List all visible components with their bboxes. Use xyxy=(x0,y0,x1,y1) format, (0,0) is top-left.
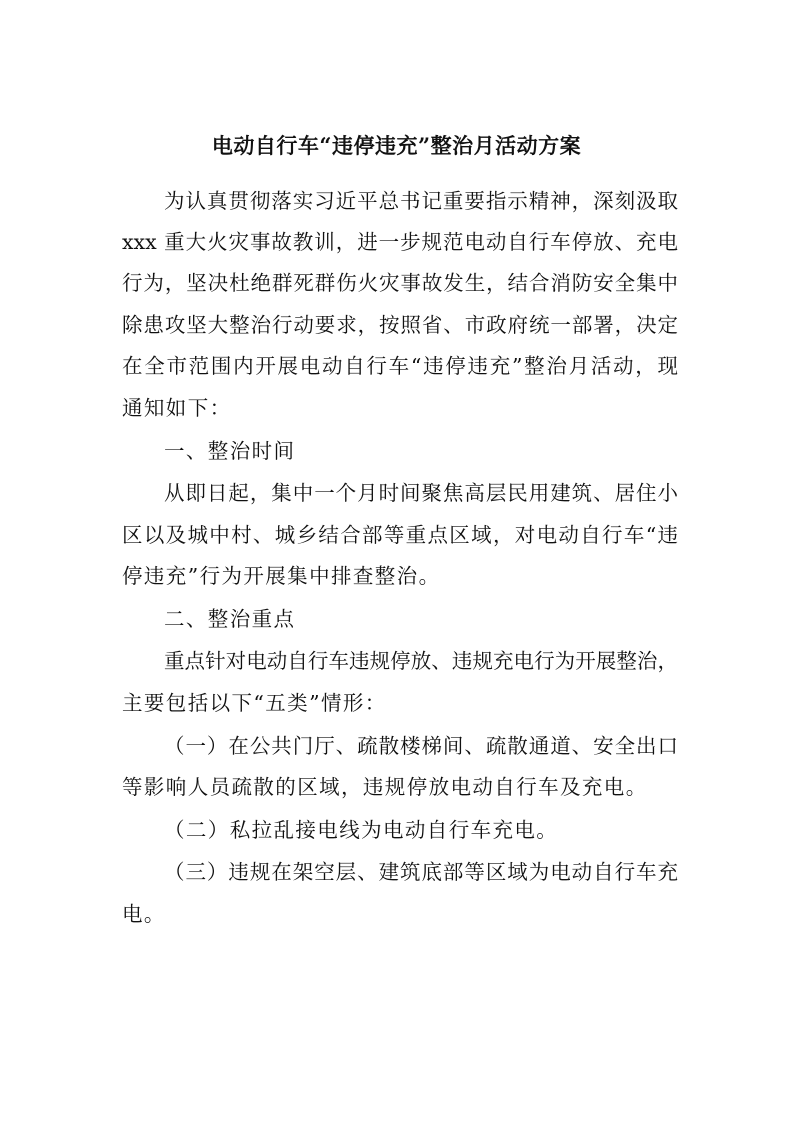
section-1-heading: 一、整治时间 xyxy=(164,439,296,463)
section-1-line-3: 停违充”行为开展集中排查整治。 xyxy=(122,564,441,588)
intro-line-5: 在全市范围内开展电动自行车“违停违充”整治月活动，现 xyxy=(122,354,678,378)
document-title: 电动自行车“违停违充”整治月活动方案 xyxy=(211,133,582,158)
section-2-line-1: 重点针对电动自行车违规停放、违规充电行为开展整治， xyxy=(164,649,678,673)
intro-line-2: xxx 重大火灾事故教训，进一步规范电动自行车停放、充电 xyxy=(122,230,678,254)
section-1-line-2: 区以及城中村、城乡结合部等重点区域，对电动自行车“违 xyxy=(122,523,678,547)
intro-line-4: 除患攻坚大整治行动要求，按照省、市政府统一部署，决定 xyxy=(122,313,678,337)
section-2-heading: 二、整治重点 xyxy=(164,607,296,631)
section-1-line-1: 从即日起，集中一个月时间聚焦高层民用建筑、居住小 xyxy=(164,481,678,505)
section-2-item-3-line-1: （三）违规在架空层、建筑底部等区域为电动自行车充 xyxy=(164,860,678,884)
section-2-item-1-line-2: 等影响人员疏散的区域，违规停放电动自行车及充电。 xyxy=(122,775,648,799)
section-2-line-2: 主要包括以下“五类”情形： xyxy=(122,691,387,715)
section-2-item-1-line-1: （一）在公共门厅、疏散楼梯间、疏散通道、安全出口 xyxy=(164,734,678,758)
section-2-item-2: （二）私拉乱接电线为电动自行车充电。 xyxy=(164,818,559,842)
intro-line-3: 行为，坚决杜绝群死群伤火灾事故发生，结合消防安全集中 xyxy=(122,271,678,295)
intro-line-1: 为认真贯彻落实习近平总书记重要指示精神，深刻汲取 xyxy=(164,189,678,213)
section-2-item-3-line-2: 电。 xyxy=(122,902,166,926)
intro-line-6: 通知如下： xyxy=(122,396,232,420)
